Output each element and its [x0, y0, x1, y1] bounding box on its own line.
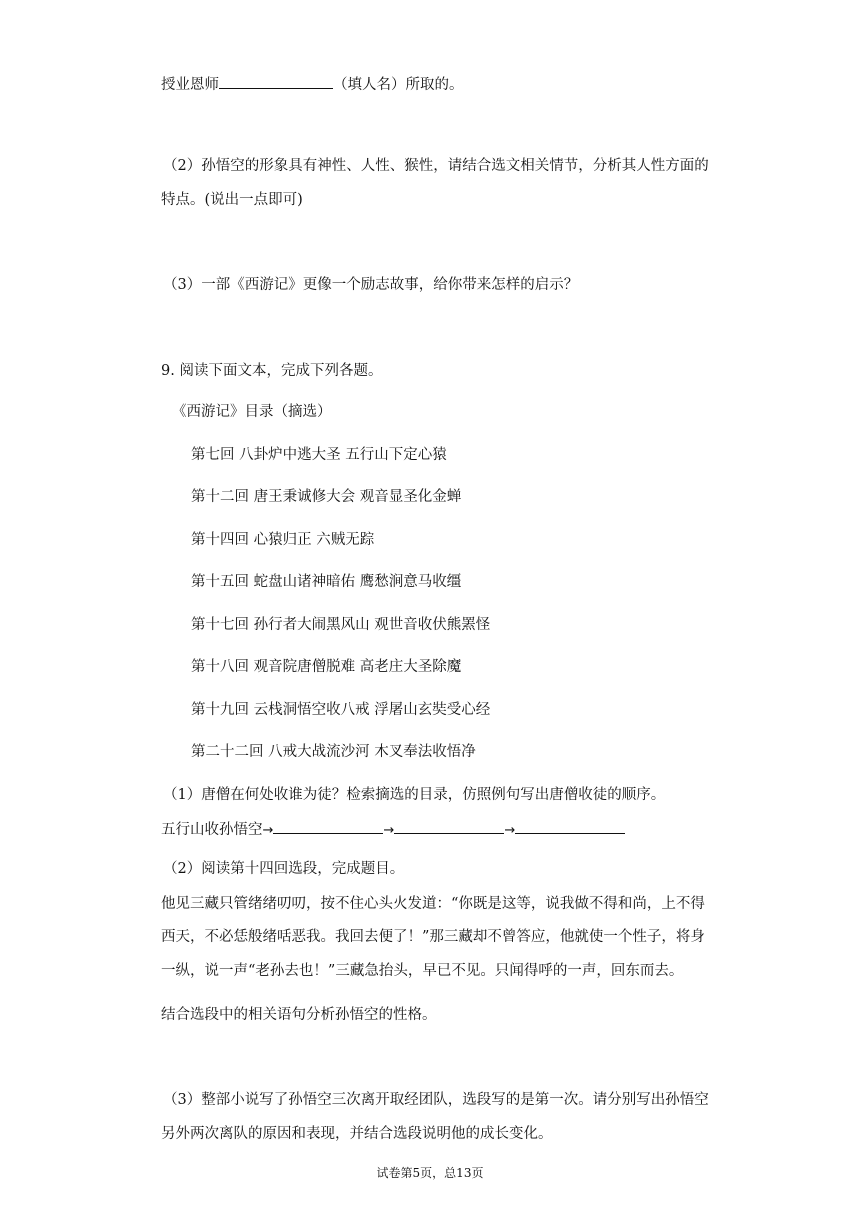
- q9-part2-question: 结合选段中的相关语句分析孙悟空的性格。: [161, 1007, 437, 1023]
- chapter-item: 第十七回 孙行者大闹黑风山 观世音收伏熊罴怪: [191, 617, 491, 633]
- answer-blank[interactable]: [515, 819, 625, 834]
- q9-title: 9. 阅读下面文本，完成下列各题。: [161, 363, 383, 379]
- q9-part1: （1）唐僧在何处收谁为徒？检索摘选的目录，仿照例句写出唐僧收徒的顺序。: [163, 787, 666, 803]
- answer-blank[interactable]: [394, 819, 504, 834]
- chapter-item: 第十二回 唐王秉诚修大会 观音显圣化金蝉: [191, 489, 462, 505]
- q9-part2: （2）阅读第十四回选段，完成题目。: [163, 861, 405, 877]
- q9-part1-answer-line: [161, 819, 625, 841]
- answer-blank[interactable]: [219, 74, 333, 89]
- q8-part2-line1: （2）孙悟空的形象具有神性、人性、猴性，请结合选文相关情节，分析其人性方面的: [163, 158, 709, 174]
- example-text: 五行山收孙悟空: [161, 822, 263, 838]
- q8-part2-line2: 特点。(说出一点即可): [161, 192, 303, 208]
- page-footer: 试卷第5页，总13页: [376, 1166, 484, 1180]
- chapter-item: 第十五回 蛇盘山诸神暗佑 鹰愁涧意马收缰: [191, 574, 462, 590]
- q8-part3: （3）一部《西游记》更像一个励志故事，给你带来怎样的启示？: [163, 277, 579, 293]
- chapter-item: 第十四回 心猿归正 六贼无踪: [191, 532, 375, 548]
- arrow-icon: →: [262, 823, 274, 838]
- passage-line: 一纵，说一声“老孙去也！”三藏急抬头，早已不见。只闻得呼的一声，回东而去。: [161, 963, 684, 979]
- q8-tail-after: （填人名）所取的。: [333, 77, 464, 93]
- answer-blank[interactable]: [273, 819, 383, 834]
- arrow-icon: →: [383, 823, 395, 838]
- chapter-item: 第十九回 云栈洞悟空收八戒 浮屠山玄奘受心经: [191, 702, 491, 718]
- passage-line: 西天，不必恁般绪咶恶我。我回去便了！”那三藏却不曾答应，他就使一个性子，将身: [161, 929, 705, 945]
- q9-part3-line1: （3）整部小说写了孙悟空三次离开取经团队，选段写的是第一次。请分别写出孙悟空: [163, 1092, 709, 1108]
- passage-line: 他见三藏只管绪绪叨叨，按不住心头火发道：“你既是这等，说我做不得和尚，上不得: [161, 896, 705, 912]
- chapter-item: 第二十二回 八戒大战流沙河 木叉奉法收悟净: [191, 744, 476, 760]
- q8-name-fill-line: [161, 74, 464, 95]
- chapter-item: 第七回 八卦炉中逃大圣 五行山下定心猿: [191, 447, 447, 463]
- catalog-title: 《西游记》目录（摘选）: [172, 404, 332, 420]
- arrow-icon: →: [504, 823, 516, 838]
- q9-part3-line2: 另外两次离队的原因和表现，并结合选段说明他的成长变化。: [161, 1126, 553, 1142]
- chapter-item: 第十八回 观音院唐僧脱难 高老庄大圣除魔: [191, 659, 462, 675]
- q8-tail-before: 授业恩师: [161, 77, 219, 93]
